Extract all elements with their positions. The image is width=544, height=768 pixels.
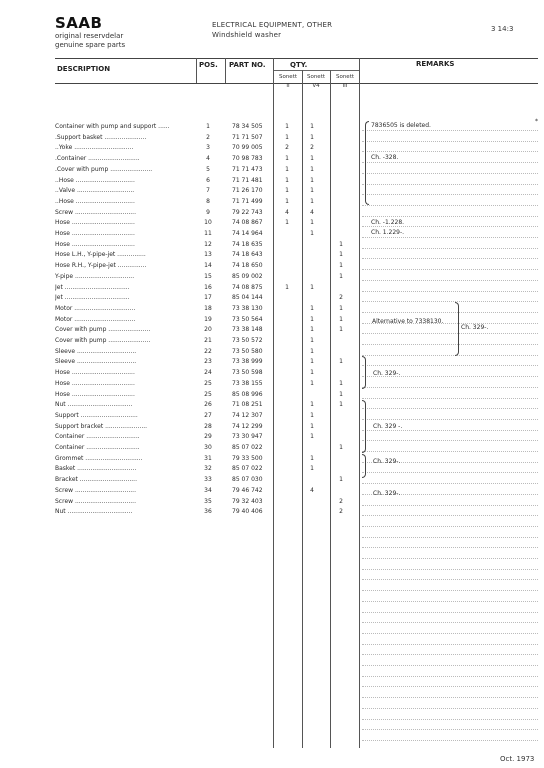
row-pos: 18 [204, 304, 212, 312]
remark-rule-line [362, 365, 538, 366]
row-description: Motor ................................ [55, 315, 136, 323]
row-description: .Support basket ...................... [55, 133, 147, 141]
row-part-no: 71 26 170 [232, 187, 263, 195]
row-part-no: 79 40 406 [232, 508, 263, 516]
col-description: DESCRIPTION [57, 65, 111, 73]
remark-rule-line [362, 665, 538, 666]
row-part-no: 74 18 635 [232, 240, 263, 248]
row-pos: 36 [204, 508, 212, 516]
row-qty-sonett-v4: 1 [310, 401, 314, 409]
row-description: Hose ................................. [55, 230, 135, 237]
remark-rule-line [362, 676, 538, 677]
row-part-no: 85 07 030 [232, 476, 263, 484]
row-qty-sonett-v4: 1 [310, 187, 314, 195]
remark-rule-line [362, 686, 538, 687]
row-description: Hose ................................. [55, 369, 135, 377]
table-top-rule [55, 58, 538, 59]
row-description: Jet .................................. [55, 294, 130, 302]
remark-rule-line [362, 387, 538, 388]
row-description: .Cover with pump ...................... [55, 165, 153, 173]
row-qty-sonett-iii: 1 [339, 326, 343, 334]
remark-rule-line [362, 194, 538, 195]
row-pos: 11 [204, 230, 212, 237]
row-qty-sonett-v4: 1 [310, 337, 314, 344]
row-qty-sonett-v4: 1 [310, 465, 314, 473]
remark-rule-line [362, 558, 538, 559]
remark-rule-line [362, 130, 538, 131]
row-part-no: 73 38 155 [232, 379, 263, 387]
remark-rule-line [362, 654, 538, 655]
row-qty-sonett-v4: 1 [310, 454, 314, 462]
remark-rule-line [362, 612, 538, 613]
brand-logo: SAAB [55, 14, 103, 32]
row-qty-sonett-v4: 1 [310, 230, 314, 237]
remark-rule-line [362, 697, 538, 698]
remark-ch-329-c: Ch. 329 -. [373, 423, 403, 430]
row-pos: 4 [206, 155, 210, 163]
row-qty-sonett-v4: 1 [310, 358, 314, 366]
row-pos: 17 [204, 294, 212, 302]
col-pos: POS. [199, 61, 218, 69]
row-qty-sonett-v4: 1 [310, 197, 314, 205]
row-description: ..Hose ............................... [55, 197, 135, 205]
row-description: ..Valve .............................. [55, 187, 135, 195]
remark-rule-line [362, 515, 538, 516]
remark-ch-329-d: Ch. 329-. [373, 458, 401, 465]
row-pos: 29 [204, 433, 212, 441]
remark-rule-line [362, 205, 538, 206]
row-qty-sonett-ii: 1 [285, 197, 289, 205]
remark-rule-line [362, 162, 538, 163]
row-qty-sonett-v4: 1 [310, 422, 314, 430]
row-part-no: 78 34 505 [232, 123, 263, 130]
brace-rows-18-21 [455, 302, 459, 356]
row-qty-sonett-iii: 2 [339, 508, 343, 516]
row-pos: 22 [204, 347, 212, 355]
row-pos: 30 [204, 444, 212, 451]
row-qty-sonett-iii: 1 [339, 262, 343, 270]
divider-sonett-v4 [330, 70, 331, 748]
remark-rule-line [362, 258, 538, 259]
remark-rule-line [362, 216, 538, 217]
row-part-no: 73 50 564 [232, 315, 263, 323]
row-part-no: 74 18 650 [232, 262, 263, 270]
row-part-no: 71 08 251 [232, 401, 263, 409]
row-qty-sonett-ii: 1 [285, 155, 289, 163]
row-part-no: 85 09 002 [232, 272, 263, 280]
row-part-no: 85 07 022 [232, 465, 263, 473]
row-pos: 15 [204, 272, 212, 280]
remark-rule-line [362, 237, 538, 238]
brace-rows-22-25 [362, 356, 366, 389]
row-pos: 14 [204, 262, 212, 270]
brace-rows-26-30 [362, 400, 366, 453]
row-part-no: 71 71 481 [232, 176, 263, 184]
row-description: ..Hose ............................... [55, 176, 135, 184]
row-pos: 16 [204, 283, 212, 291]
row-pos: 8 [206, 197, 210, 205]
row-qty-sonett-v4: 1 [310, 304, 314, 312]
row-pos: 6 [206, 176, 210, 184]
row-qty-sonett-ii: 1 [285, 219, 289, 227]
row-description: Bracket .............................. [55, 476, 137, 484]
row-pos: 2 [206, 133, 210, 141]
row-description: Screw ................................ [55, 497, 136, 505]
brand-subtitle-sv: original reservdelar [55, 32, 124, 40]
section-title: ELECTRICAL EQUIPMENT, OTHER [212, 21, 333, 29]
col-sonett-ii: Sonett II [278, 74, 298, 89]
remark-ch-329-b: Ch. 329-. [373, 370, 401, 377]
row-part-no: 73 50 598 [232, 369, 263, 377]
remark-ch-328: Ch. -328. [371, 154, 399, 161]
remark-rule-line [362, 601, 538, 602]
remark-rule-line [362, 141, 538, 142]
remark-rule-line [362, 579, 538, 580]
row-description: ..Yoke ............................... [55, 144, 134, 152]
row-qty-sonett-ii: 4 [285, 208, 289, 216]
row-part-no: 70 99 005 [232, 144, 263, 152]
row-qty-sonett-v4: 1 [310, 133, 314, 141]
row-qty-sonett-v4: 4 [310, 208, 314, 216]
row-pos: 27 [204, 411, 212, 419]
remark-ch-329-a: Ch. 329-. [461, 324, 489, 331]
remark-rule-line [362, 184, 538, 185]
row-part-no: 73 50 572 [232, 337, 263, 344]
row-qty-sonett-v4: 1 [310, 411, 314, 419]
remark-alternative: Alternative to 7338130. [372, 318, 444, 325]
remark-rule-line [362, 280, 538, 281]
divider-pos [196, 58, 197, 83]
row-qty-sonett-v4: 1 [310, 433, 314, 441]
remark-ch-1228: Ch. -1.228. [371, 219, 405, 226]
remark-rule-line [362, 226, 538, 227]
row-part-no: 74 12 299 [232, 422, 263, 430]
row-pos: 13 [204, 251, 212, 259]
row-qty-sonett-iii: 1 [339, 358, 343, 366]
row-pos: 25 [204, 390, 212, 398]
row-qty-sonett-v4: 1 [310, 219, 314, 227]
row-qty-sonett-v4: 1 [310, 315, 314, 323]
remark-rule-line [362, 633, 538, 634]
remark-rule-line [362, 569, 538, 570]
row-description: Hose ................................. [55, 219, 135, 227]
row-part-no: 71 71 507 [232, 133, 263, 141]
row-qty-sonett-v4: 1 [310, 155, 314, 163]
row-pos: 33 [204, 476, 212, 484]
remark-ch-1229: Ch. 1.229-. [371, 229, 405, 236]
row-description: Screw ................................ [55, 208, 136, 216]
qty-subheader-rule [273, 70, 360, 71]
row-qty-sonett-iii: 1 [339, 476, 343, 484]
row-qty-sonett-v4: 1 [310, 347, 314, 355]
remark-rule-line [362, 622, 538, 623]
row-qty-sonett-ii: 1 [285, 176, 289, 184]
subsection-title: Windshield washer [212, 31, 282, 39]
row-description: Basket ............................... [55, 465, 137, 473]
row-description: Jet .................................. [55, 283, 130, 291]
row-qty-sonett-v4: 4 [310, 486, 314, 494]
row-part-no: 74 08 867 [232, 219, 263, 227]
row-part-no: 85 08 996 [232, 390, 263, 398]
row-part-no: 73 38 148 [232, 326, 263, 334]
row-qty-sonett-ii: 1 [285, 187, 289, 195]
row-qty-sonett-v4: 1 [310, 283, 314, 291]
row-qty-sonett-iii: 1 [339, 240, 343, 248]
remark-rule-line [362, 151, 538, 152]
row-description: Hose L.H., Y-pipe-jet ............... [55, 251, 146, 259]
row-description: Motor ................................ [55, 304, 136, 312]
footer-date: Oct. 1973 [500, 755, 535, 763]
row-pos: 7 [206, 187, 210, 195]
row-qty-sonett-ii: 1 [285, 123, 289, 130]
row-part-no: 71 71 473 [232, 165, 263, 173]
row-description: Nut .................................. [55, 508, 133, 516]
row-qty-sonett-iii: 1 [339, 401, 343, 409]
remark-rule-line [362, 344, 538, 345]
row-part-no: 73 50 580 [232, 347, 263, 355]
row-description: Support .............................. [55, 411, 138, 419]
row-qty-sonett-ii: 1 [285, 283, 289, 291]
row-description: Nut .................................. [55, 401, 133, 409]
remark-rule-line [362, 355, 538, 356]
row-pos: 24 [204, 369, 212, 377]
row-pos: 35 [204, 497, 212, 505]
row-description: Hose ................................. [55, 240, 135, 248]
row-description: Sleeve ............................... [55, 358, 137, 366]
row-description: Support bracket ...................... [55, 422, 148, 430]
remark-rule-line [362, 312, 538, 313]
row-qty-sonett-v4: 1 [310, 326, 314, 334]
row-part-no: 79 46 742 [232, 486, 263, 494]
divider-remarks [359, 58, 360, 748]
row-qty-sonett-iii: 1 [339, 444, 343, 451]
row-qty-sonett-v4: 1 [310, 165, 314, 173]
remark-rule-line [362, 291, 538, 292]
row-part-no: 73 30 947 [232, 433, 263, 441]
row-part-no: 79 33 500 [232, 454, 263, 462]
row-part-no: 79 32 403 [232, 497, 263, 505]
row-pos: 23 [204, 358, 212, 366]
row-description: Hose ................................. [55, 379, 135, 387]
remark-rule-line [362, 719, 538, 720]
brand-subtitle-en: genuine spare parts [55, 41, 126, 49]
remark-rule-line [362, 419, 538, 420]
divider-part [225, 58, 226, 83]
row-pos: 10 [204, 219, 212, 227]
remark-rule-line [362, 333, 538, 334]
row-pos: 19 [204, 315, 212, 323]
row-qty-sonett-v4: 1 [310, 379, 314, 387]
row-part-no: 73 38 130 [232, 304, 263, 312]
row-part-no: 74 08 875 [232, 283, 263, 291]
row-description: Container ............................ [55, 444, 140, 451]
remark-rule-line [362, 451, 538, 452]
row-part-no: 85 04 144 [232, 294, 263, 302]
row-pos: 28 [204, 422, 212, 430]
col-part-no: PART NO. [229, 61, 266, 69]
row-description: Cover with pump ...................... [55, 337, 151, 344]
row-qty-sonett-ii: 1 [285, 165, 289, 173]
remark-rule-line [362, 708, 538, 709]
row-qty-sonett-iii: 1 [339, 379, 343, 387]
row-qty-sonett-ii: 2 [285, 144, 289, 152]
remark-rule-line [362, 408, 538, 409]
row-description: Container with pump and support ...... [55, 123, 170, 130]
remark-rule-line [362, 483, 538, 484]
remark-rule-line [362, 269, 538, 270]
row-qty-sonett-iii: 1 [339, 272, 343, 280]
col-qty: QTY. [290, 61, 308, 69]
remark-deleted: 7836505 is deleted. [371, 122, 431, 129]
remark-rule-line [362, 729, 538, 730]
row-pos: 3 [206, 144, 210, 152]
row-description: Cover with pump ...................... [55, 326, 151, 334]
row-qty-sonett-iii: 1 [339, 390, 343, 398]
row-qty-sonett-iii: 2 [339, 497, 343, 505]
row-description: Grommet .............................. [55, 454, 143, 462]
remark-rule-line [362, 590, 538, 591]
remark-rule-line [362, 537, 538, 538]
brace-rows-31-32 [362, 454, 366, 478]
row-part-no: 74 12 307 [232, 411, 263, 419]
remark-rule-line [362, 440, 538, 441]
row-pos: 1 [206, 123, 210, 130]
row-pos: 34 [204, 486, 212, 494]
row-description: .Container ........................... [55, 155, 140, 163]
row-qty-sonett-v4: 1 [310, 369, 314, 377]
row-description: Hose R.H., Y-pipe-jet ............... [55, 262, 147, 270]
row-part-no: 73 38 999 [232, 358, 263, 366]
row-description: Screw ................................ [55, 486, 136, 494]
row-part-no: 85 07 022 [232, 444, 263, 451]
remark-rule-line [362, 740, 538, 741]
row-pos: 20 [204, 326, 212, 334]
row-qty-sonett-v4: 2 [310, 144, 314, 152]
col-remarks: REMARKS [416, 60, 455, 68]
row-part-no: 70 98 783 [232, 155, 263, 163]
col-sonett-v4: Sonett V4 [306, 74, 326, 89]
row-qty-sonett-ii: 1 [285, 133, 289, 141]
row-pos: 12 [204, 240, 212, 248]
row-qty-sonett-v4: 1 [310, 123, 314, 130]
remark-rule-line [362, 248, 538, 249]
remark-rule-line [362, 526, 538, 527]
row-pos: 9 [206, 208, 210, 216]
remark-rule-line [362, 547, 538, 548]
row-part-no: 71 71 499 [232, 197, 263, 205]
remark-rule-line [362, 398, 538, 399]
row-description: Sleeve ............................... [55, 347, 137, 355]
row-pos: 25 [204, 379, 212, 387]
brace-rows-1-8 [365, 121, 369, 205]
row-pos: 5 [206, 165, 210, 173]
remark-asterisk: * [535, 118, 538, 125]
remark-rule-line [362, 301, 538, 302]
row-qty-sonett-iii: 1 [339, 251, 343, 259]
col-sonett-iii: Sonett III [335, 74, 355, 89]
row-qty-sonett-iii: 1 [339, 304, 343, 312]
remark-rule-line [362, 472, 538, 473]
row-part-no: 74 18 643 [232, 251, 263, 259]
row-qty-sonett-iii: 2 [339, 294, 343, 302]
row-qty-sonett-v4: 1 [310, 176, 314, 184]
row-part-no: 74 14 964 [232, 230, 263, 237]
row-pos: 26 [204, 401, 212, 409]
remark-rule-line [362, 173, 538, 174]
remark-rule-line [362, 505, 538, 506]
row-description: Y-pipe ............................... [55, 272, 135, 280]
row-description: Container ............................ [55, 433, 140, 441]
row-qty-sonett-iii: 1 [339, 315, 343, 323]
row-part-no: 79 22 743 [232, 208, 263, 216]
row-pos: 31 [204, 454, 212, 462]
row-description: Hose ................................. [55, 390, 135, 398]
remark-rule-line [362, 644, 538, 645]
divider-sonett-ii [302, 70, 303, 748]
row-pos: 32 [204, 465, 212, 473]
row-pos: 21 [204, 337, 212, 344]
page-number: 3 14:3 [491, 25, 514, 33]
remark-ch-329-e: Ch. 329-. [373, 490, 401, 497]
